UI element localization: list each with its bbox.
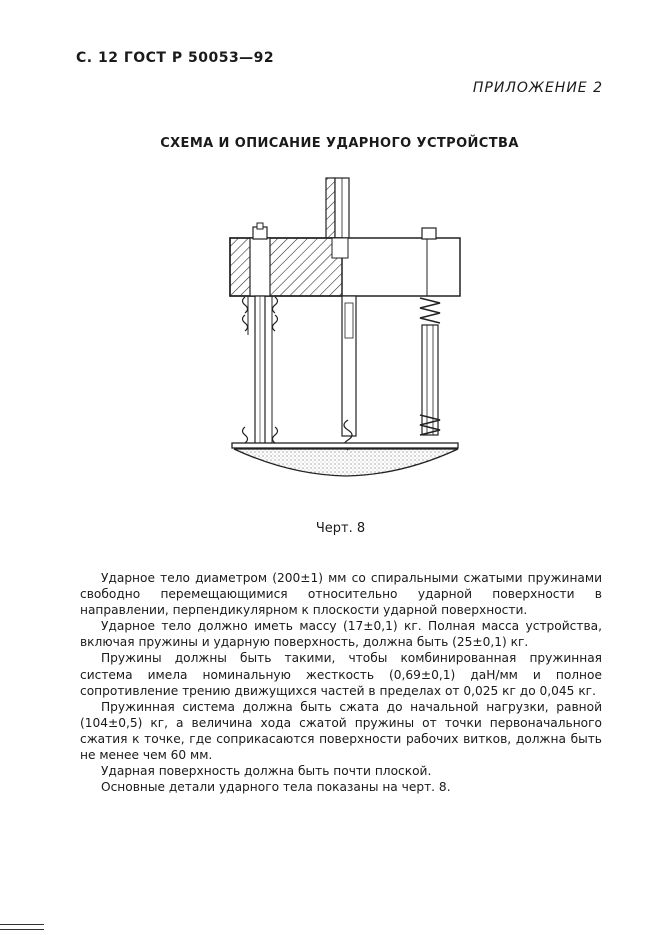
- paragraph: Основные детали ударного тела показаны на черт. 8.: [101, 780, 451, 795]
- description-text: [80, 570, 602, 795]
- impact-plate: [232, 443, 458, 476]
- paragraph: Ударное тело диаметром (200±1) мм со спиральными сжатыми пружинами свободно перемещающимися относительно ударной поверхности в направлении, перпендикулярном к плоскости ударной поверхности.: [80, 571, 602, 618]
- impact-device-drawing: [222, 175, 472, 495]
- guide-rod-top: [326, 178, 349, 238]
- appendix-label: ПРИЛОЖЕНИЕ 2: [472, 80, 603, 96]
- paragraph: Пружины должны быть такими, чтобы комбинированная пружинная система имела номинальную жесткость (0,69±0,1) даН/мм и полное сопротивление трению движущихся частей в пределах от 0,025 кг до 0,045 кг.: [80, 651, 602, 698]
- section-title: СХЕМА И ОПИСАНИЕ УДАРНОГО УСТРОЙСТВА: [160, 136, 519, 151]
- paragraph: Пружинная система должна быть сжата до начальной нагрузки, равной (104±0,5) кг, а величина хода сжатой пружины от точки первоначального сжатия к точке, где соприкасаются поверхности рабочих витков, должна быть не менее чем 60 мм.: [80, 699, 602, 763]
- right-spring: [420, 298, 440, 435]
- right-bolt: [422, 228, 436, 239]
- center-rod: [342, 296, 356, 450]
- page-header: С. 12 ГОСТ Р 50053—92: [76, 50, 275, 66]
- paragraph: Ударная поверхность должна быть почти плоской.: [101, 764, 432, 779]
- footer-rule-top: [0, 924, 44, 925]
- figure-caption: Черт. 8: [315, 521, 366, 536]
- impact-body-block: [230, 238, 460, 296]
- footer-rule-bottom: [0, 929, 44, 930]
- paragraph: Ударное тело должно иметь массу (17±0,1) кг. Полная масса устройства, включая пружины и ударную поверхность, должна быть (25±0,1) кг.: [80, 619, 602, 650]
